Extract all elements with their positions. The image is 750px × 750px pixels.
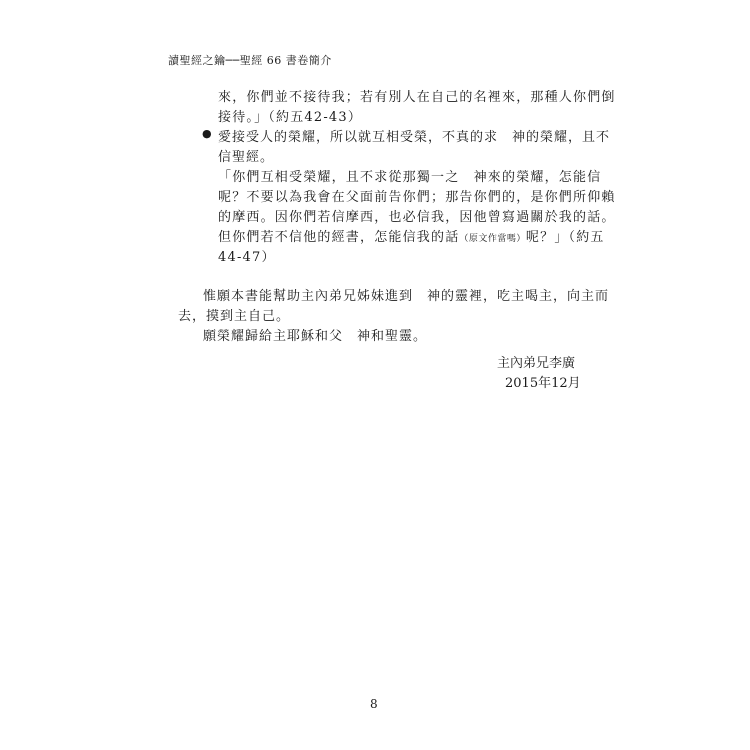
bullet-text-line: 愛接受人的榮耀，所以就互相受榮，不真的求 神的榮耀，且不 [218,130,611,145]
bullet-icon: ● [202,127,212,140]
quote-line: 接待。」（約五42-43） [218,110,363,125]
quote-line: 呢？不要以為我會在父面前告你們；那告你們的，是你們所仰賴 [218,190,616,205]
author-signature: 主內弟兄李廣 [497,356,576,371]
closing-paragraph-line: 惟願本書能幫助主內弟兄姊妹進到 神的靈裡，吃主喝主，向主而 [203,289,610,304]
translation-note: （原文作當嗎） [459,234,526,244]
quote-text: 但你們若不信他的經書，怎能信我的話 [218,230,460,245]
quote-line: 來，你們並不接待我；若有別人在自己的名裡來，那種人你們倒 [218,90,616,105]
signature-date: 2015年12月 [505,376,581,391]
page-number: 8 [370,697,378,711]
quote-line: 的摩西。因你們若信摩西，也必信我，因他曾寫過關於我的話。 [218,210,616,225]
closing-paragraph-line: 願榮耀歸給主耶穌和父 神和聖靈。 [203,329,428,344]
quote-line: 44-47） [218,250,276,265]
quote-line [218,226,605,245]
bullet-text-line: 信聖經。 [218,150,275,165]
quote-text: 呢？」（約五 [525,230,605,245]
quote-line: 「你們互相受榮耀，且不求從那獨一之 神來的榮耀，怎能信 [218,170,602,185]
running-header: 讀聖經之鑰──聖經 66 書卷簡介 [168,54,332,67]
closing-paragraph-line: 去，摸到主自己。 [178,309,291,324]
